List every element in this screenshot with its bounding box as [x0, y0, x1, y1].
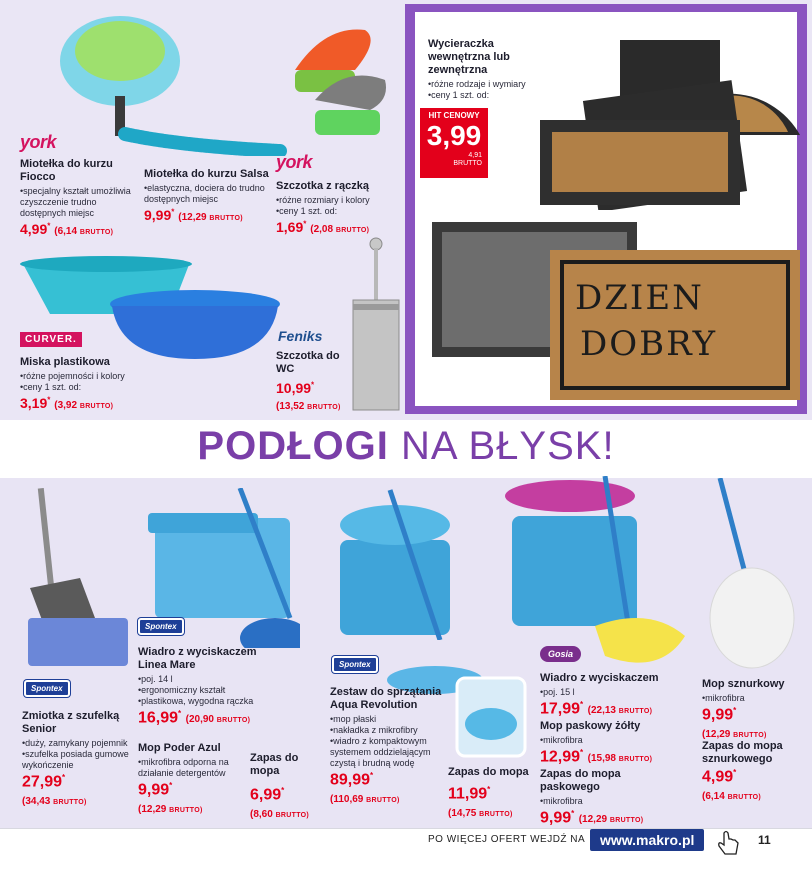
product-bullet: • duży, zamykany pojemnik — [22, 738, 134, 749]
wc-brush-image — [345, 232, 407, 412]
product-name: Szczotka do WC — [276, 350, 340, 375]
product-price: 9,99* (12,29 BRUTTO) — [540, 809, 644, 827]
product-brutto: (12,29 BRUTTO) — [702, 729, 767, 741]
product-mop-poder-azul[interactable] — [138, 742, 250, 815]
product-mop-refill-aqua[interactable] — [448, 766, 538, 819]
string-mop-image — [700, 478, 800, 678]
product-bullet: • ceny 1 szt. od: — [428, 90, 538, 101]
headline-light: NA BŁYSK! — [401, 424, 615, 468]
duster-image — [30, 6, 290, 156]
product-name: Wiadro z wyciskaczem — [540, 672, 659, 684]
bucket-gosia-image — [500, 476, 690, 676]
product-brutto: (14,75 BRUTTO) — [448, 808, 513, 820]
mop-refill-pack-image — [455, 676, 527, 758]
plastic-bowls-image — [20, 254, 280, 364]
product-name: Miotełka do kurzu Salsa — [144, 168, 269, 180]
product-name: Miska plastikowa — [20, 356, 110, 368]
hit-label: HIT CENOWY — [428, 111, 480, 120]
hit-price-badge — [420, 108, 488, 178]
product-bullet: • specjalny kształt umożliwia czyszczenie trudno dostępnych miejsc — [20, 186, 138, 219]
product-mop-strip-yellow[interactable] — [540, 720, 670, 766]
curver-logo: CURVER. — [20, 332, 82, 347]
product-name: Mop sznurkowy — [702, 678, 785, 690]
product-price: 3,19* (3,92 BRUTTO) — [20, 395, 114, 411]
product-name: Wiadro z wyciskaczem Linea Mare — [138, 646, 257, 671]
product-mop-strip-refill[interactable] — [540, 768, 680, 827]
product-brutto: (34,43 BRUTTO) — [22, 796, 87, 808]
product-name: Zapas do mopa — [448, 766, 529, 778]
product-bullet: • mop płaski — [330, 714, 448, 725]
product-price: 9,99* (12,29 BRUTTO) — [144, 207, 243, 223]
hit-brutto: 4,91 — [468, 152, 482, 159]
product-bullet: • szufelka posiada gumowe wykończenie — [22, 749, 134, 771]
spontex-logo: Spontex — [138, 618, 184, 635]
makro-website-link[interactable]: www.makro.pl — [590, 829, 704, 851]
product-bullet: • poj. 14 l — [138, 674, 268, 685]
headline-bold: PODŁOGI — [197, 424, 389, 468]
product-dustpan-senior[interactable] — [22, 710, 134, 807]
mat-text-line-1: DZIEN — [575, 278, 704, 318]
product-bullet: • poj. 15 l — [540, 687, 670, 698]
product-bullet: • elastyczna, dociera do trudno dostępnych miejsc — [144, 183, 270, 205]
dustpan-image — [20, 488, 130, 678]
product-string-mop-refill[interactable] — [702, 740, 802, 802]
product-bullet: • wiadro z kompaktowym systemem oddzielającym czystą i brudną wodę — [330, 736, 448, 769]
product-brutto: (13,52 BRUTTO) — [276, 401, 341, 412]
product-aqua-revolution-set[interactable] — [330, 686, 448, 805]
product-bullet: • plastikowa, wygodna rączka — [138, 696, 268, 707]
product-price: 89,99* — [330, 771, 374, 789]
product-wc-brush[interactable] — [276, 350, 346, 412]
product-plastic-bowl[interactable] — [20, 356, 160, 411]
product-door-mat[interactable] — [428, 38, 538, 101]
product-bullet: • nakładka z mikrofibry — [330, 725, 448, 736]
product-hand-brush[interactable] — [276, 180, 402, 235]
product-name: Mop Poder Azul — [138, 742, 221, 754]
page-number: 11 — [758, 833, 771, 847]
product-price: 6,99* — [250, 786, 285, 804]
product-name: Zapas do mopa — [250, 752, 299, 777]
product-duster-salsa[interactable] — [144, 168, 270, 223]
product-price: 4,99* — [702, 768, 737, 786]
product-bullet: • ergonomiczny kształt — [138, 685, 268, 696]
product-price: 12,99* (15,98 BRUTTO) — [540, 748, 653, 766]
page-headline — [0, 424, 812, 469]
product-bucket-gosia[interactable] — [540, 672, 670, 718]
product-bullet: • mikrofibra — [540, 735, 670, 746]
product-bullet: • mikrofibra — [540, 796, 680, 807]
footer-text: PO WIĘCEJ OFERT WEJDŹ NA — [428, 834, 586, 845]
product-name: Miotełka do kurzu Fiocco — [20, 158, 113, 183]
product-brutto: (6,14 BRUTTO) — [702, 791, 762, 803]
product-price: 11,99* — [448, 785, 491, 803]
product-price: 16,99* (20,90 BRUTTO) — [138, 709, 251, 727]
product-duster-fiocco[interactable] — [20, 158, 138, 237]
product-bullet: • różne rozmiary i kolory — [276, 195, 402, 206]
mat-text-line-2: DOBRY — [580, 324, 718, 364]
product-price: 27,99* — [22, 773, 66, 791]
product-brutto: (110,69 BRUTTO) — [330, 794, 400, 806]
product-name: Wycieraczka wewnętrzna lub zewnętrzna — [428, 38, 510, 76]
hit-price: 3,99 — [426, 120, 482, 151]
product-name: Zmiotka z szufelką Senior — [22, 710, 120, 735]
product-bullet: • różne pojemności i kolory — [20, 371, 160, 382]
york-logo: york — [276, 152, 313, 172]
product-mop-refill-azul[interactable] — [250, 752, 322, 820]
product-bullet: • ceny 1 szt. od: — [276, 206, 402, 217]
feniks-logo: Feniks — [278, 328, 323, 344]
product-name: Zapas do mopa paskowego — [540, 768, 621, 793]
spontex-logo: Spontex — [24, 680, 70, 697]
bucket-aqua-revolution-image — [330, 480, 470, 640]
product-name: Szczotka z rączką — [276, 180, 369, 192]
gosia-logo: Gosia — [540, 646, 581, 662]
product-bullet: • mikrofibra odporna na działanie detergentów — [138, 757, 250, 779]
product-name: Zapas do mopa sznurkowego — [702, 740, 783, 765]
spontex-logo: Spontex — [332, 656, 378, 673]
product-brutto: (8,60 BRUTTO) — [250, 809, 310, 821]
product-price: 17,99* (22,13 BRUTTO) — [540, 700, 653, 718]
york-logo: york — [20, 132, 57, 152]
door-mats-image — [530, 40, 802, 210]
product-brutto: (12,29 BRUTTO) — [138, 804, 203, 816]
hand-brush-image — [285, 10, 405, 150]
hit-brutto-word: BRUTTO — [453, 160, 482, 167]
product-price: 1,69* (2,08 BRUTTO) — [276, 219, 370, 235]
product-price: 10,99* — [276, 380, 315, 396]
product-price: 9,99* — [702, 706, 737, 724]
product-price: 9,99* — [138, 781, 173, 799]
product-bucket-linea-mare[interactable] — [138, 646, 268, 727]
product-bullet: • różne rodzaje i wymiary — [428, 79, 538, 90]
product-string-mop[interactable] — [702, 678, 802, 740]
product-bullet: • ceny 1 szt. od: — [20, 382, 160, 393]
product-price: 4,99* (6,14 BRUTTO) — [20, 221, 114, 237]
product-bullet: • mikrofibra — [702, 693, 802, 704]
pointer-hand-icon — [716, 829, 742, 857]
product-name: Zestaw do sprzątania Aqua Revolution — [330, 686, 442, 711]
product-name: Mop paskowy żółty — [540, 720, 641, 732]
